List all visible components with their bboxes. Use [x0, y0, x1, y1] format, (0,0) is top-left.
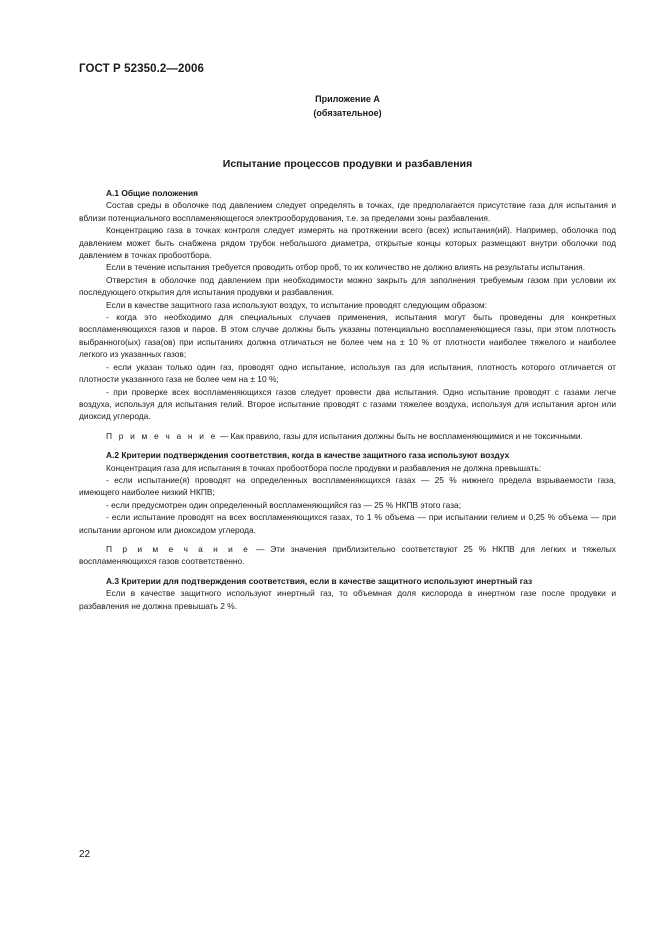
paragraph: Если в качестве защитного газа используют воздух, то испытание проводят следующим образом: — [106, 299, 487, 310]
note-a2 — [79, 543, 616, 568]
paragraph: Состав среды в оболочке под давлением следует определять в точках, где предполагается присутствие газа для испытания и вблизи потенциального воспламеняющегося электрооборудования, т.е. за пределами зоны разбавления. — [79, 200, 616, 223]
standard-header: ГОСТ Р 52350.2—2006 — [79, 63, 204, 75]
section-a3-heading: А.3 Критерии для подтверждения соответствия, если в качестве защитного используют инертный газ — [106, 575, 533, 586]
list-item: - если предусмотрен один определенный воспламеняющийся газ — 25 % НКПВ этого газа; — [106, 499, 462, 510]
document-body — [79, 187, 616, 612]
paragraph: Отверстия в оболочке под давлением при необходимости можно закрыть для заполнения требуемым газом при условии их последующего открытия для испытания продувки и разбавления. — [79, 274, 616, 298]
note-label: П р и м е ч а н и е — [106, 430, 218, 441]
list-item: - если указан только один газ, проводят одно испытание, используя газ для испытания, плотность которого отличается от плотности указанного газа не более чем на ± 10 %; — [79, 361, 616, 385]
section-a2-heading: А.2 Критерии подтверждения соответствия, когда в качестве защитного газа используют воздух — [106, 450, 510, 461]
page-number: 22 — [79, 849, 91, 860]
annex-title: Приложение А — [315, 94, 380, 104]
paragraph: Если в качестве защитного используют инертный газ, то объемная доля кислорода в инертном газе после продувки и разбавления не должна превышать 2 %. — [79, 588, 616, 611]
note-a1 — [79, 430, 616, 442]
list-item: - если испытание(я) проводят на определенных воспламеняющихся газах — 25 % нижнего предела взрываемости газа, имеющего наиболее низкий НКПВ; — [79, 474, 616, 498]
list-item: - когда это необходимо для специальных случаев применения, испытания могут быть проведены для конкретных воспламеняющихся газов и паров. В этом случае должны быть указаны потенциально воспламеняющиеся газы, при этом плотность выбранного(ых) газа(ов) при испытаниях должна отличаться не более чем на ± 10 % от плотности наиболее тяжелого и наиболее легкого из указанных газов; — [79, 312, 616, 360]
note-label: П р и м е ч а н и е — [106, 543, 250, 554]
paragraph: Концентрацию газа в точках контроля следует измерять на протяжении всего (всех) испытания(ий). Например, оболочка под давлением может быть снабжена рядом трубок небольшого диаметра, открытые концы которых размещают внутри оболочки под давлением в точках пробоотбора. — [79, 225, 616, 261]
paragraph: Если в течение испытания требуется проводить отбор проб, то их количество не должно влиять на результаты испытания. — [106, 262, 586, 273]
paragraph: Концентрация газа для испытания в точках пробоотбора после продувки и разбавления не должна превышать: — [106, 462, 542, 473]
section-a1-heading: А.1 Общие положения — [106, 188, 199, 198]
note-text: — Как правило, газы для испытания должны быть не воспламеняющимися и не токсичными. — [217, 430, 583, 441]
list-item: - при проверке всех воспламеняющихся газов следует провести два испытания. Одно испытание проводят с газами легче воздуха, используя для испытания гелий. Второе испытание проводят с газами тяжелее воздуха, используя для испытания аргон или диоксид углерода. — [79, 386, 616, 422]
note-text: — Эти значения приблизительно соответствуют 25 % НКПВ для легких и тяжелых воспламеняющихся газов соответственно. — [79, 543, 616, 567]
list-item: - если испытание проводят на всех воспламеняющихся газах, то 1 % объема — при испытании гелием и 0,25 % объема — при испытании аргоном или диоксидом углерода. — [79, 512, 616, 535]
annex-status: (обязательное) — [313, 108, 382, 118]
document-title: Испытание процессов продувки и разбавления — [222, 158, 473, 170]
